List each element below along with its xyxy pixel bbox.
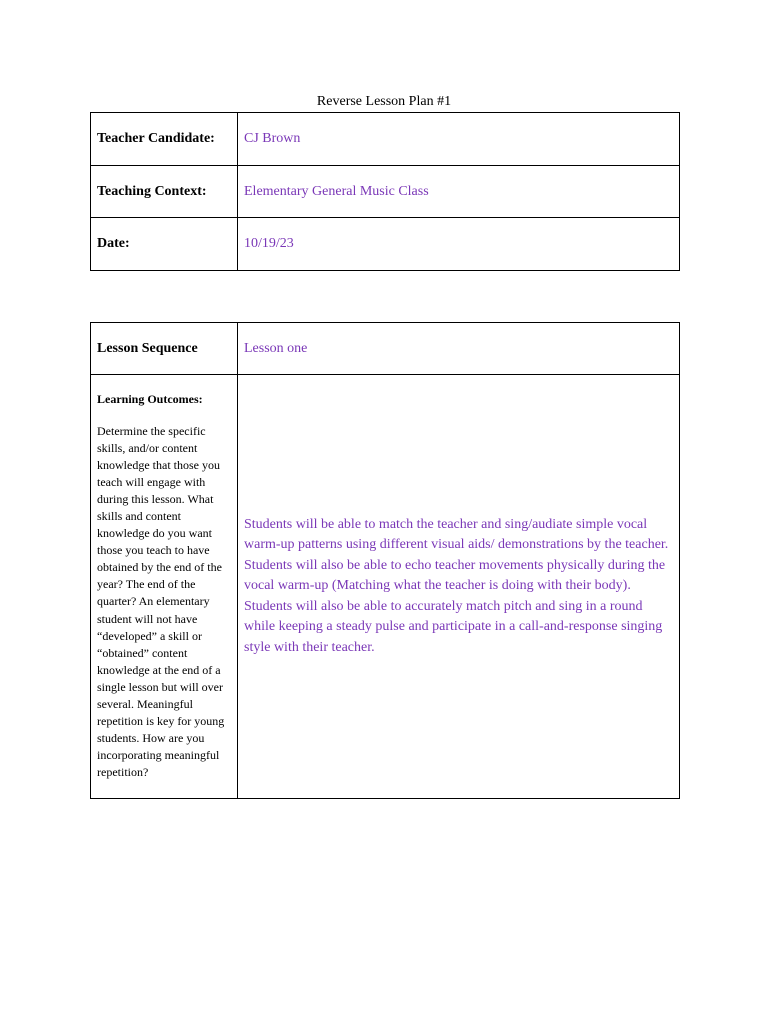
teaching-context-value: Elementary General Music Class [238,165,680,218]
learning-outcomes-row [91,375,680,799]
teacher-info-table [90,112,680,271]
lesson-sequence-row [91,323,680,375]
teaching-context-label: Teaching Context: [91,165,238,218]
teaching-context-row [91,165,680,218]
date-row [91,218,680,271]
teacher-candidate-label: Teacher Candidate: [91,113,238,166]
learning-outcomes-response: Students will be able to match the teacher and sing/audiate simple vocal warm-up patterns using different visual aids/ demonstrations by the teacher. Students will also be able to echo teacher movements physically during the vocal warm-up (Matching what the teacher is doing with their body). Students will also be able to accurately match pitch and sing in a round while keeping a steady pulse and participate in a call-and-response singing style with their teacher. [238,375,680,799]
learning-outcomes-heading: Learning Outcomes: [97,391,203,406]
teacher-candidate-value: CJ Brown [238,113,680,166]
lesson-plan-table [90,322,680,799]
learning-outcomes-prompt: Determine the specific skills, and/or content knowledge that those you teach will engage with during this lesson. What skills and content knowledge do you want those you teach to have obtained by the end of the year? The end of the quarter? An elementary student will not have “developed” a skill or “obtained” content knowledge at the end of a single lesson but will over several. Meaningful repetition is key for young students. How are you incorporating meaningful repetition? [97,423,225,780]
lesson-sequence-value: Lesson one [238,323,680,375]
lesson-sequence-label: Lesson Sequence [91,323,238,375]
date-value: 10/19/23 [238,218,680,271]
page-title: Reverse Lesson Plan #1 [316,94,452,109]
date-label: Date: [91,218,238,271]
learning-outcomes-label-cell [91,375,238,799]
teacher-candidate-row [91,113,680,166]
